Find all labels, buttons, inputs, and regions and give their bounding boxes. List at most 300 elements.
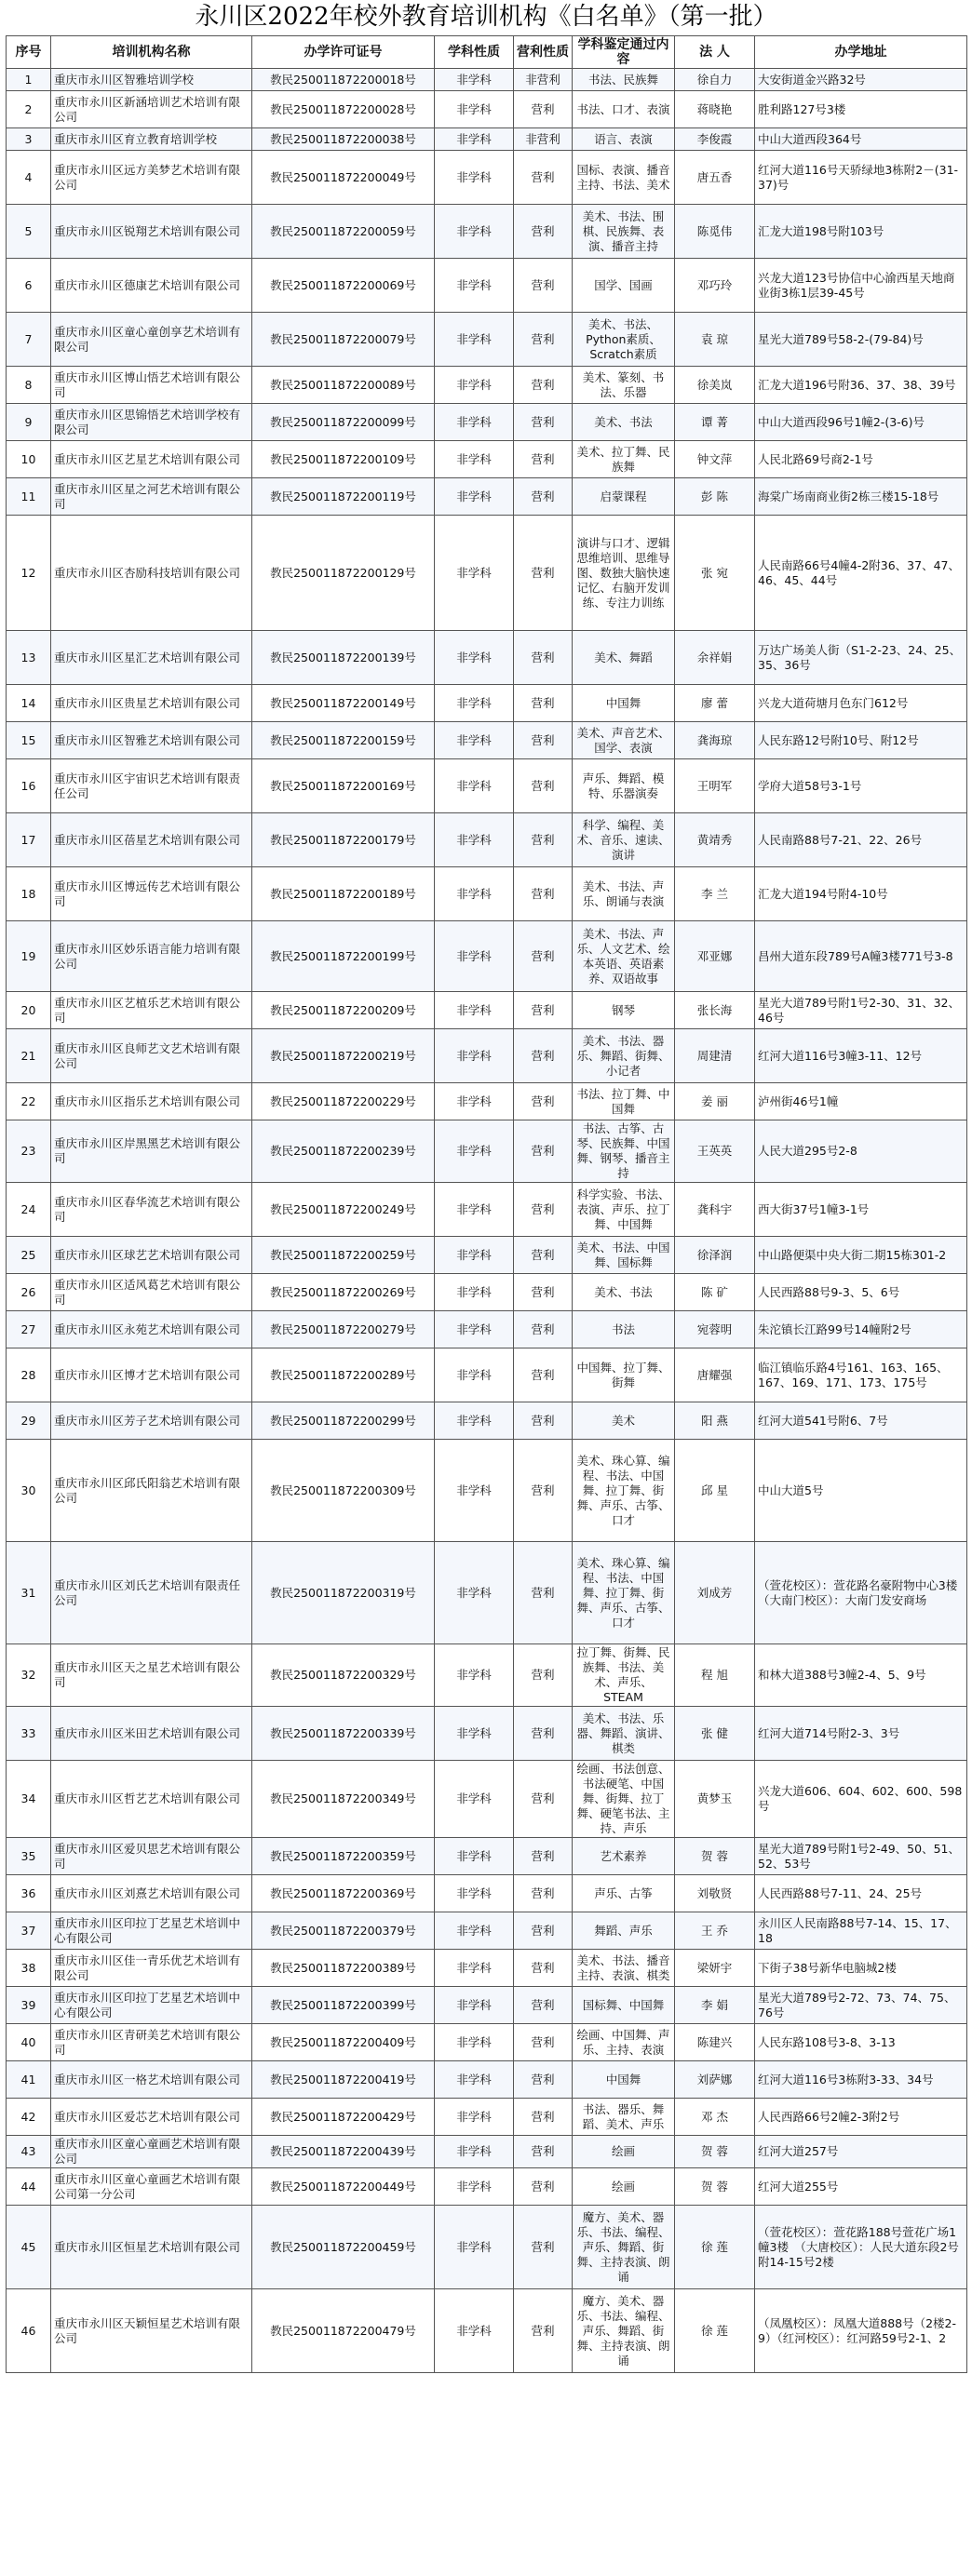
institution-name: 重庆市永川区博远传艺术培训有限公司 xyxy=(51,867,252,921)
row-number: 24 xyxy=(7,1183,51,1237)
approved-content: 美术、珠心算、编程、书法、中国舞、拉丁舞、街舞、声乐、古筝、口才 xyxy=(573,1440,675,1542)
table-row xyxy=(7,631,967,685)
approved-content: 美术、书法、围棋、民族舞、表演、播音主持 xyxy=(573,205,675,259)
subject-type: 非学科 xyxy=(435,2289,514,2373)
institution-name: 重庆市永川区新涵培训艺术培训有限公司 xyxy=(51,91,252,128)
institution-name: 重庆市永川区智雅培训学校 xyxy=(51,69,252,91)
legal-person: 龚科宇 xyxy=(675,1183,755,1237)
table-row xyxy=(7,1707,967,1761)
subject-type: 非学科 xyxy=(435,1402,514,1440)
approved-content: 美术、声音艺术、国学、表演 xyxy=(573,722,675,759)
school-address: （凤凰校区）：凤凰大道888号（2楼2-9）（红河校区）：红河路59号2-1、2 xyxy=(755,2289,967,2373)
table-row xyxy=(7,1402,967,1440)
row-number: 21 xyxy=(7,1029,51,1083)
table-row xyxy=(7,921,967,992)
subject-type: 非学科 xyxy=(435,1912,514,1950)
legal-person: 宛蓉明 xyxy=(675,1311,755,1348)
school-address: 永川区人民南路88号7-14、15、17、18 xyxy=(755,1912,967,1950)
table-row xyxy=(7,685,967,722)
institution-name: 重庆市永川区刘熹艺术培训有限公司 xyxy=(51,1875,252,1912)
profit-type: 营利 xyxy=(514,921,573,992)
institution-name: 重庆市永川区印拉丁艺星艺术培训中心有限公司 xyxy=(51,1912,252,1950)
institution-name: 重庆市永川区博才艺术培训有限公司 xyxy=(51,1348,252,1402)
school-address: 红河大道541号附6、7号 xyxy=(755,1402,967,1440)
license-number: 教民250011872200419号 xyxy=(252,2061,435,2099)
subject-type: 非学科 xyxy=(435,313,514,367)
institution-name: 重庆市永川区指乐艺术培训有限公司 xyxy=(51,1083,252,1120)
row-number: 6 xyxy=(7,259,51,313)
legal-person: 唐耀强 xyxy=(675,1348,755,1402)
school-address: 兴龙大道606、604、602、600、598号 xyxy=(755,1761,967,1838)
legal-person: 陈 矿 xyxy=(675,1274,755,1311)
approved-content: 美术、舞蹈 xyxy=(573,631,675,685)
subject-type: 非学科 xyxy=(435,867,514,921)
legal-person: 邓 杰 xyxy=(675,2099,755,2136)
subject-type: 非学科 xyxy=(435,921,514,992)
table-row xyxy=(7,1838,967,1875)
legal-person: 邱 星 xyxy=(675,1440,755,1542)
institution-name: 重庆市永川区博山悟艺术培训有限公司 xyxy=(51,367,252,404)
school-address: 泸州街46号1幢 xyxy=(755,1083,967,1120)
approved-content: 绘画、书法创意、书法硬笔、中国舞、街舞、拉丁舞、硬笔书法、主持、声乐 xyxy=(573,1761,675,1838)
license-number: 教民250011872200129号 xyxy=(252,516,435,631)
table-row xyxy=(7,1950,967,1987)
approved-content: 美术、书法、Python素质、Scratch素质 xyxy=(573,313,675,367)
legal-person: 刘萨娜 xyxy=(675,2061,755,2099)
table-row xyxy=(7,2099,967,2136)
table-row xyxy=(7,151,967,205)
subject-type: 非学科 xyxy=(435,2024,514,2061)
license-number: 教民250011872200069号 xyxy=(252,259,435,313)
profit-type: 营利 xyxy=(514,813,573,867)
license-number: 教民250011872200379号 xyxy=(252,1912,435,1950)
license-number: 教民250011872200199号 xyxy=(252,921,435,992)
approved-content: 绘画、中国舞、声乐、主持、表演 xyxy=(573,2024,675,2061)
profit-type: 营利 xyxy=(514,2061,573,2099)
row-number: 22 xyxy=(7,1083,51,1120)
license-number: 教民250011872200219号 xyxy=(252,1029,435,1083)
license-number: 教民250011872200299号 xyxy=(252,1402,435,1440)
profit-type: 营利 xyxy=(514,2024,573,2061)
table-row xyxy=(7,813,967,867)
institution-name: 重庆市永川区锐翔艺术培训有限公司 xyxy=(51,205,252,259)
school-address: 红河大道116号3栋附3-33、34号 xyxy=(755,2061,967,2099)
table-row xyxy=(7,1029,967,1083)
subject-type: 非学科 xyxy=(435,1440,514,1542)
approved-content: 艺术素养 xyxy=(573,1838,675,1875)
institution-name: 重庆市永川区良师艺文艺术培训有限公司 xyxy=(51,1029,252,1083)
approved-content: 中国舞 xyxy=(573,685,675,722)
school-address: 星光大道789号附1号2-30、31、32、46号 xyxy=(755,992,967,1029)
legal-person: 刘敬贤 xyxy=(675,1875,755,1912)
approved-content: 书法、器乐、舞蹈、美术、声乐 xyxy=(573,2099,675,2136)
table-body xyxy=(7,69,967,2373)
approved-content: 魔方、美术、器乐、书法、编程、声乐、舞蹈、街舞、主持表演、朗诵 xyxy=(573,2206,675,2289)
subject-type: 非学科 xyxy=(435,1950,514,1987)
approved-content: 美术、篆刻、书法、乐器 xyxy=(573,367,675,404)
institution-name: 重庆市永川区一格艺术培训有限公司 xyxy=(51,2061,252,2099)
table-row xyxy=(7,1912,967,1950)
approved-content: 拉丁舞、街舞、民族舞、书法、美术、声乐、STEAM xyxy=(573,1644,675,1707)
institution-name: 重庆市永川区远方美梦艺术培训有限公司 xyxy=(51,151,252,205)
row-number: 28 xyxy=(7,1348,51,1402)
profit-type: 营利 xyxy=(514,313,573,367)
legal-person: 姜 丽 xyxy=(675,1083,755,1120)
table-row xyxy=(7,2168,967,2206)
table-row xyxy=(7,722,967,759)
profit-type: 营利 xyxy=(514,1083,573,1120)
license-number: 教民250011872200139号 xyxy=(252,631,435,685)
school-address: 兴龙大道123号协信中心渝西星天地商业街3栋1层39-45号 xyxy=(755,259,967,313)
page-title: 永川区2022年校外教育培训机构《白名单》（第一批） xyxy=(195,3,777,31)
school-address: 人民西路66号2幢2-3附2号 xyxy=(755,2099,967,2136)
row-number: 3 xyxy=(7,128,51,151)
approved-content: 科学实验、书法、表演、声乐、拉丁舞、中国舞 xyxy=(573,1183,675,1237)
subject-type: 非学科 xyxy=(435,2099,514,2136)
institution-name: 重庆市永川区米田艺术培训有限公司 xyxy=(51,1707,252,1761)
legal-person: 徐 莲 xyxy=(675,2289,755,2373)
subject-type: 非学科 xyxy=(435,478,514,516)
legal-person: 徐泽润 xyxy=(675,1237,755,1274)
row-number: 32 xyxy=(7,1644,51,1707)
institution-name: 重庆市永川区青研美艺术培训有限公司 xyxy=(51,2024,252,2061)
table-row xyxy=(7,1183,967,1237)
row-number: 29 xyxy=(7,1402,51,1440)
school-address: 人民东路108号3-8、3-13 xyxy=(755,2024,967,2061)
school-address: 红河大道116号天骄绿地3栋附2－(31-37)号 xyxy=(755,151,967,205)
header-profit: 营利性质 xyxy=(514,36,573,69)
license-number: 教民250011872200359号 xyxy=(252,1838,435,1875)
header-content: 学科鉴定通过内容 xyxy=(573,36,675,69)
approved-content: 美术、书法、播音主持、表演、棋类 xyxy=(573,1950,675,1987)
school-address: 中山大道5号 xyxy=(755,1440,967,1542)
approved-content: 钢琴 xyxy=(573,992,675,1029)
subject-type: 非学科 xyxy=(435,69,514,91)
header-address: 办学地址 xyxy=(755,36,967,69)
legal-person: 刘成芳 xyxy=(675,1542,755,1644)
school-address: 红河大道714号附2-3、3号 xyxy=(755,1707,967,1761)
table-row xyxy=(7,2061,967,2099)
school-address: 中山大道西段364号 xyxy=(755,128,967,151)
table-row xyxy=(7,2136,967,2168)
legal-person: 黄靖秀 xyxy=(675,813,755,867)
table-row xyxy=(7,2289,967,2373)
profit-type: 营利 xyxy=(514,992,573,1029)
subject-type: 非学科 xyxy=(435,1083,514,1120)
school-address: （萱花校区）：萱花路188号萱花广场1幢3楼 （大唐校区）：人民大道东段2号附14-15号2楼 xyxy=(755,2206,967,2289)
subject-type: 非学科 xyxy=(435,1274,514,1311)
approved-content: 启蒙课程 xyxy=(573,478,675,516)
license-number: 教民250011872200059号 xyxy=(252,205,435,259)
school-address: 人民大道295号2-8 xyxy=(755,1120,967,1183)
subject-type: 非学科 xyxy=(435,205,514,259)
approved-content: 书法、民族舞 xyxy=(573,69,675,91)
school-address: 人民北路69号商2-1号 xyxy=(755,441,967,478)
subject-type: 非学科 xyxy=(435,441,514,478)
license-number: 教民250011872200339号 xyxy=(252,1707,435,1761)
school-address: 红河大道255号 xyxy=(755,2168,967,2206)
table-row xyxy=(7,1542,967,1644)
subject-type: 非学科 xyxy=(435,992,514,1029)
table-row xyxy=(7,1311,967,1348)
table-row xyxy=(7,478,967,516)
license-number: 教民250011872200038号 xyxy=(252,128,435,151)
license-number: 教民250011872200028号 xyxy=(252,91,435,128)
profit-type: 营利 xyxy=(514,1183,573,1237)
table-row xyxy=(7,2024,967,2061)
approved-content: 美术、书法、声乐、人文艺术、绘本英语、英语素养、双语故事 xyxy=(573,921,675,992)
approved-content: 中国舞 xyxy=(573,2061,675,2099)
subject-type: 非学科 xyxy=(435,2136,514,2168)
approved-content: 美术、拉丁舞、民族舞 xyxy=(573,441,675,478)
school-address: 星光大道789号附1号2-49、50、51、52、53号 xyxy=(755,1838,967,1875)
subject-type: 非学科 xyxy=(435,367,514,404)
table-row xyxy=(7,91,967,128)
legal-person: 黄梦玉 xyxy=(675,1761,755,1838)
profit-type: 营利 xyxy=(514,2136,573,2168)
approved-content: 国标、表演、播音主持、书法、美术 xyxy=(573,151,675,205)
institution-name: 重庆市永川区刘氏艺术培训有限责任公司 xyxy=(51,1542,252,1644)
legal-person: 徐美岚 xyxy=(675,367,755,404)
school-address: 中山大道西段96号1幢2-(3-6)号 xyxy=(755,404,967,441)
institution-name: 重庆市永川区印拉丁艺星艺术培训中心有限公司 xyxy=(51,1987,252,2024)
table-row xyxy=(7,516,967,631)
table-row xyxy=(7,1237,967,1274)
school-address: 和林大道388号3幢2-4、5、9号 xyxy=(755,1644,967,1707)
institution-name: 重庆市永川区贵星艺术培训有限公司 xyxy=(51,685,252,722)
subject-type: 非学科 xyxy=(435,1761,514,1838)
table-row xyxy=(7,313,967,367)
profit-type: 非营利 xyxy=(514,69,573,91)
row-number: 19 xyxy=(7,921,51,992)
school-address: 汇龙大道198号附103号 xyxy=(755,205,967,259)
institution-name: 重庆市永川区爱芯艺术培训有限公司 xyxy=(51,2099,252,2136)
license-number: 教民250011872200389号 xyxy=(252,1950,435,1987)
subject-type: 非学科 xyxy=(435,1311,514,1348)
institution-name: 重庆市永川区适风葛艺术培训有限公司 xyxy=(51,1274,252,1311)
profit-type: 营利 xyxy=(514,1029,573,1083)
school-address: 中山路便渠中央大街二期15栋301-2 xyxy=(755,1237,967,1274)
subject-type: 非学科 xyxy=(435,1707,514,1761)
profit-type: 营利 xyxy=(514,367,573,404)
institution-name: 重庆市永川区育立教育培训学校 xyxy=(51,128,252,151)
approved-content: 声乐、古筝 xyxy=(573,1875,675,1912)
subject-type: 非学科 xyxy=(435,91,514,128)
whitelist-table xyxy=(6,35,967,2373)
profit-type: 营利 xyxy=(514,205,573,259)
institution-name: 重庆市永川区球艺艺术培训有限公司 xyxy=(51,1237,252,1274)
profit-type: 营利 xyxy=(514,478,573,516)
row-number: 17 xyxy=(7,813,51,867)
profit-type: 营利 xyxy=(514,516,573,631)
license-number: 教民250011872200289号 xyxy=(252,1348,435,1402)
approved-content: 舞蹈、声乐 xyxy=(573,1912,675,1950)
school-address: 海棠广场南商业街2栋三楼15-18号 xyxy=(755,478,967,516)
approved-content: 绘画 xyxy=(573,2136,675,2168)
license-number: 教民250011872200369号 xyxy=(252,1875,435,1912)
table-row xyxy=(7,69,967,91)
legal-person: 张长海 xyxy=(675,992,755,1029)
license-number: 教民250011872200018号 xyxy=(252,69,435,91)
row-number: 43 xyxy=(7,2136,51,2168)
license-number: 教民250011872200259号 xyxy=(252,1237,435,1274)
row-number: 34 xyxy=(7,1761,51,1838)
institution-name: 重庆市永川区芳子艺术培训有限公司 xyxy=(51,1402,252,1440)
subject-type: 非学科 xyxy=(435,1542,514,1644)
profit-type: 营利 xyxy=(514,867,573,921)
legal-person: 彭 陈 xyxy=(675,478,755,516)
license-number: 教民250011872200109号 xyxy=(252,441,435,478)
row-number: 20 xyxy=(7,992,51,1029)
profit-type: 营利 xyxy=(514,1237,573,1274)
table-row xyxy=(7,1875,967,1912)
school-address: （萱花校区）：萱花路名豪附物中心3楼 （大南门校区）：大南门发安商场 xyxy=(755,1542,967,1644)
school-address: 星光大道789号58-2-(79-84)号 xyxy=(755,313,967,367)
legal-person: 徐 莲 xyxy=(675,2206,755,2289)
subject-type: 非学科 xyxy=(435,2206,514,2289)
license-number: 教民250011872200329号 xyxy=(252,1644,435,1707)
profit-type: 营利 xyxy=(514,1311,573,1348)
approved-content: 美术、书法、器乐、舞蹈、街舞、小记者 xyxy=(573,1029,675,1083)
subject-type: 非学科 xyxy=(435,2168,514,2206)
license-number: 教民250011872200409号 xyxy=(252,2024,435,2061)
school-address: 大安街道金兴路32号 xyxy=(755,69,967,91)
license-number: 教民250011872200269号 xyxy=(252,1274,435,1311)
license-number: 教民250011872200189号 xyxy=(252,867,435,921)
profit-type: 营利 xyxy=(514,91,573,128)
school-address: 学府大道58号3-1号 xyxy=(755,759,967,813)
approved-content: 书法、拉丁舞、中国舞 xyxy=(573,1083,675,1120)
legal-person: 程 旭 xyxy=(675,1644,755,1707)
table-row xyxy=(7,2206,967,2289)
row-number: 31 xyxy=(7,1542,51,1644)
row-number: 36 xyxy=(7,1875,51,1912)
subject-type: 非学科 xyxy=(435,516,514,631)
institution-name: 重庆市永川区天颖恒星艺术培训有限公司 xyxy=(51,2289,252,2373)
table-row xyxy=(7,1987,967,2024)
approved-content: 美术、书法、中国舞、国标舞 xyxy=(573,1237,675,1274)
approved-content: 美术、书法、乐器、舞蹈、演讲、棋类 xyxy=(573,1707,675,1761)
school-address: 红河大道116号3幢3-11、12号 xyxy=(755,1029,967,1083)
row-number: 8 xyxy=(7,367,51,404)
row-number: 35 xyxy=(7,1838,51,1875)
school-address: 人民南路88号7-21、22、26号 xyxy=(755,813,967,867)
profit-type: 营利 xyxy=(514,631,573,685)
license-number: 教民250011872200449号 xyxy=(252,2168,435,2206)
table-row xyxy=(7,1120,967,1183)
institution-name: 重庆市永川区邱氏阳翁艺术培训有限公司 xyxy=(51,1440,252,1542)
table-row xyxy=(7,1083,967,1120)
school-address: 下街子38号新华电脑城2楼 xyxy=(755,1950,967,1987)
approved-content: 中国舞、拉丁舞、街舞 xyxy=(573,1348,675,1402)
profit-type: 营利 xyxy=(514,1707,573,1761)
row-number: 10 xyxy=(7,441,51,478)
institution-name: 重庆市永川区春华流艺术培训有限公司 xyxy=(51,1183,252,1237)
institution-name: 重庆市永川区天之星艺术培训有限公司 xyxy=(51,1644,252,1707)
profit-type: 营利 xyxy=(514,1950,573,1987)
legal-person: 张 宛 xyxy=(675,516,755,631)
row-number: 14 xyxy=(7,685,51,722)
approved-content: 演讲与口才、逻辑思维培训、思维导图、数独大脑快速记忆、右脑开发训练、专注力训练 xyxy=(573,516,675,631)
row-number: 38 xyxy=(7,1950,51,1987)
legal-person: 李 娟 xyxy=(675,1987,755,2024)
profit-type: 营利 xyxy=(514,1644,573,1707)
row-number: 27 xyxy=(7,1311,51,1348)
table-row xyxy=(7,128,967,151)
school-address: 人民西路88号9-3、5、6号 xyxy=(755,1274,967,1311)
license-number: 教民250011872200159号 xyxy=(252,722,435,759)
school-address: 红河大道257号 xyxy=(755,2136,967,2168)
legal-person: 龚海琼 xyxy=(675,722,755,759)
school-address: 汇龙大道196号附36、37、38、39号 xyxy=(755,367,967,404)
profit-type: 营利 xyxy=(514,1875,573,1912)
school-address: 星光大道789号2-72、73、74、75、76号 xyxy=(755,1987,967,2024)
license-number: 教民250011872200179号 xyxy=(252,813,435,867)
institution-name: 重庆市永川区思锦悟艺术培训学校有限公司 xyxy=(51,404,252,441)
legal-person: 邓亚娜 xyxy=(675,921,755,992)
legal-person: 钟文萍 xyxy=(675,441,755,478)
school-address: 兴龙大道荷塘月色东门612号 xyxy=(755,685,967,722)
institution-name: 重庆市永川区杏励科技培训有限公司 xyxy=(51,516,252,631)
school-address: 昌州大道东段789号A幢3楼771号3-8 xyxy=(755,921,967,992)
legal-person: 周建清 xyxy=(675,1029,755,1083)
subject-type: 非学科 xyxy=(435,1987,514,2024)
institution-name: 重庆市永川区岸黑黑艺术培训有限公司 xyxy=(51,1120,252,1183)
license-number: 教民250011872200099号 xyxy=(252,404,435,441)
subject-type: 非学科 xyxy=(435,1838,514,1875)
subject-type: 非学科 xyxy=(435,1644,514,1707)
header-license: 办学许可证号 xyxy=(252,36,435,69)
license-number: 教民250011872200169号 xyxy=(252,759,435,813)
subject-type: 非学科 xyxy=(435,259,514,313)
legal-person: 梁妍宇 xyxy=(675,1950,755,1987)
approved-content: 美术、书法 xyxy=(573,404,675,441)
school-address: 朱沱镇长江路99号14幢附2号 xyxy=(755,1311,967,1348)
row-number: 16 xyxy=(7,759,51,813)
header-subject: 学科性质 xyxy=(435,36,514,69)
institution-name: 重庆市永川区蓓星艺术培训有限公司 xyxy=(51,813,252,867)
institution-name: 重庆市永川区恒星艺术培训有限公司 xyxy=(51,2206,252,2289)
row-number: 13 xyxy=(7,631,51,685)
profit-type: 营利 xyxy=(514,759,573,813)
row-number: 1 xyxy=(7,69,51,91)
license-number: 教民250011872200249号 xyxy=(252,1183,435,1237)
legal-person: 谭 菁 xyxy=(675,404,755,441)
row-number: 37 xyxy=(7,1912,51,1950)
license-number: 教民250011872200239号 xyxy=(252,1120,435,1183)
license-number: 教民250011872200119号 xyxy=(252,478,435,516)
legal-person: 李俊霞 xyxy=(675,128,755,151)
school-address: 人民东路12号附10号、附12号 xyxy=(755,722,967,759)
legal-person: 张 健 xyxy=(675,1707,755,1761)
legal-person: 贺 蓉 xyxy=(675,1838,755,1875)
row-number: 7 xyxy=(7,313,51,367)
institution-name: 重庆市永川区星汇艺术培训有限公司 xyxy=(51,631,252,685)
license-number: 教民250011872200459号 xyxy=(252,2206,435,2289)
license-number: 教民250011872200429号 xyxy=(252,2099,435,2136)
legal-person: 贺 蓉 xyxy=(675,2136,755,2168)
legal-person: 李 兰 xyxy=(675,867,755,921)
row-number: 45 xyxy=(7,2206,51,2289)
institution-name: 重庆市永川区德康艺术培训有限公司 xyxy=(51,259,252,313)
table-row xyxy=(7,1761,967,1838)
table-row xyxy=(7,867,967,921)
license-number: 教民250011872200209号 xyxy=(252,992,435,1029)
institution-name: 重庆市永川区童心童画艺术培训有限公司 xyxy=(51,2136,252,2168)
legal-person: 唐五香 xyxy=(675,151,755,205)
license-number: 教民250011872200279号 xyxy=(252,1311,435,1348)
legal-person: 邓巧玲 xyxy=(675,259,755,313)
